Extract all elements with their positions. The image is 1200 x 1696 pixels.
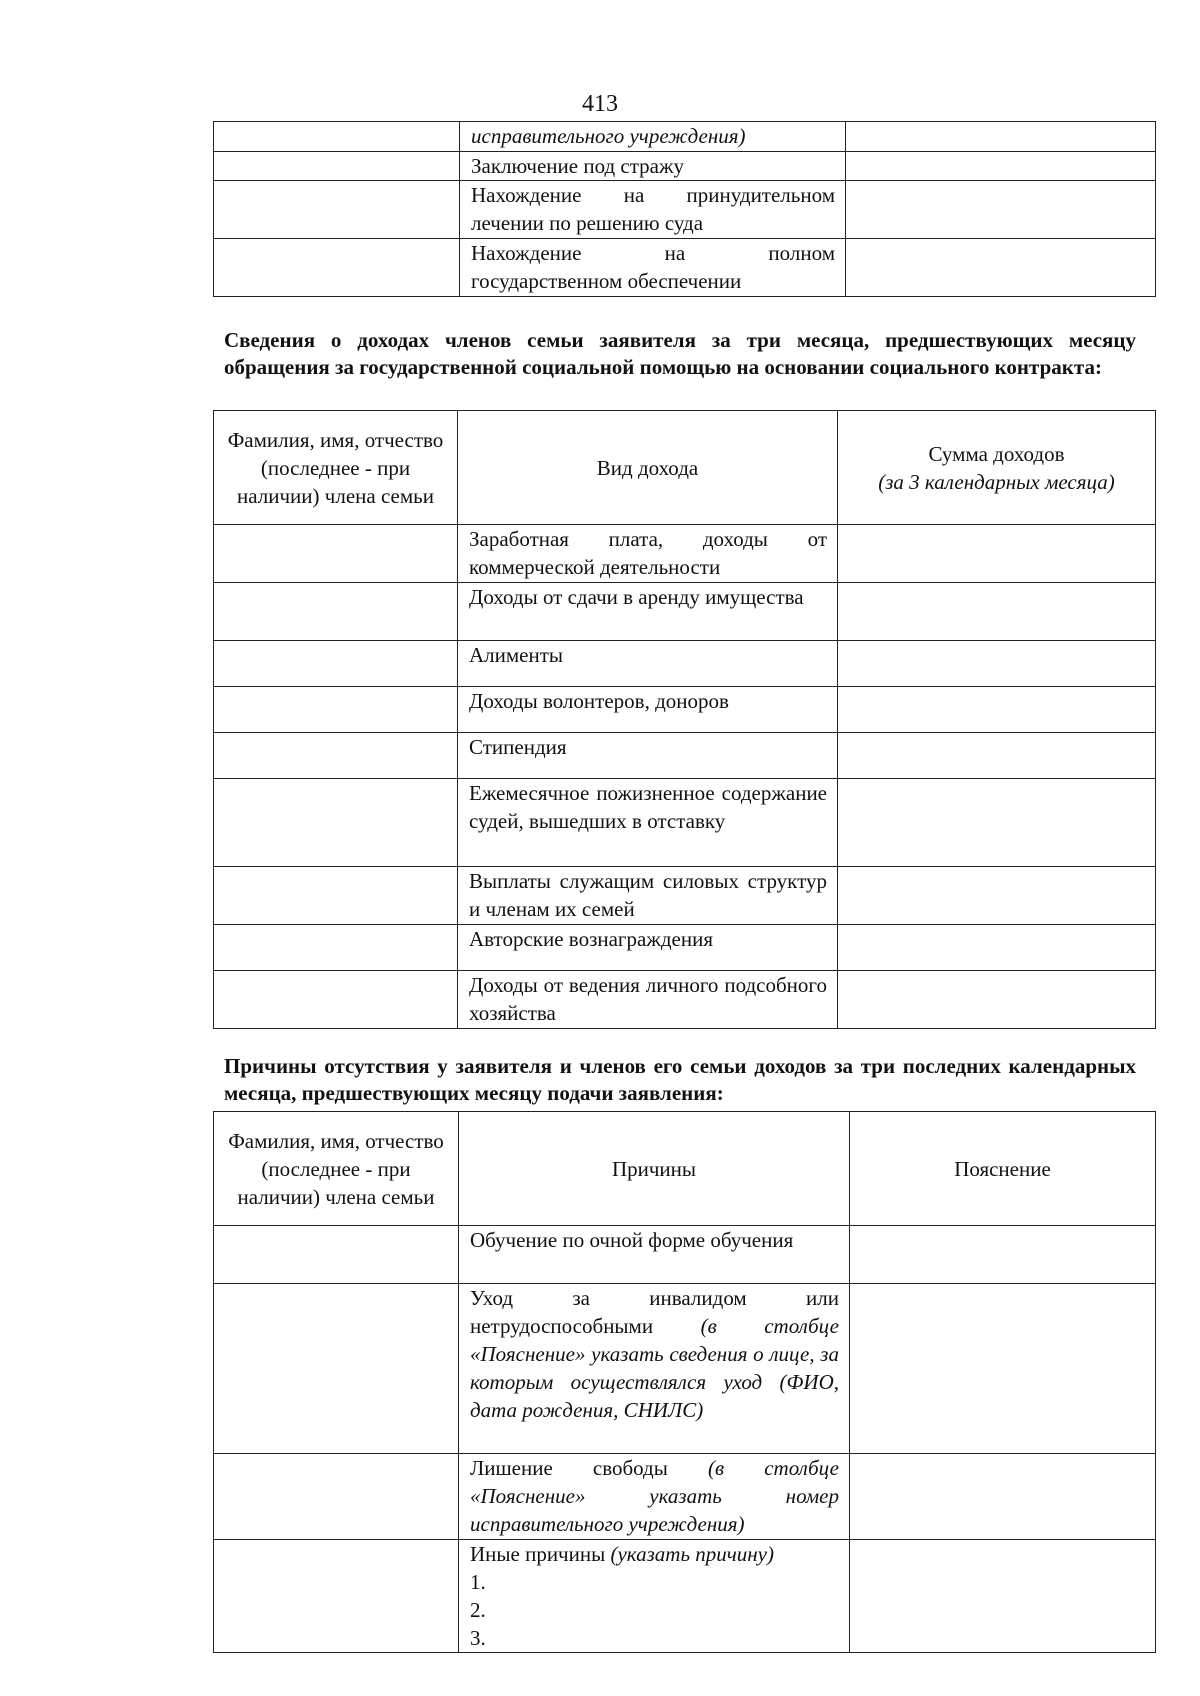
header-income-type: Вид дохода (458, 411, 838, 525)
cell-income-type: Доходы волонтеров, доноров (458, 687, 838, 733)
table-row (214, 152, 1156, 181)
table-row (214, 925, 1156, 971)
reason-note: (в столбце «Пояснение» указать сведения о лице, за которым осуществлялся уход (ФИО, дата рождения, СНИЛС) (470, 1314, 839, 1422)
cell-reason: Заключение под стражу (460, 152, 846, 181)
table-row (214, 687, 1156, 733)
header-income-sum (838, 411, 1156, 525)
cell-line: государственном обеспечении (471, 269, 742, 293)
table-header-row (214, 1112, 1156, 1226)
page-number: 413 (582, 91, 618, 117)
table-row (214, 239, 1156, 297)
header-member-name: Фамилия, имя, отчество (последнее - при наличии) члена семьи (214, 411, 458, 525)
list-item: 2. (470, 1598, 486, 1622)
cell-income-type: Заработная плата, доходы от коммерческой деятельности (458, 525, 838, 583)
cell-income-type: Авторские вознаграждения (458, 925, 838, 971)
table-row (214, 779, 1156, 867)
reason-note: (в столбце «Пояснение» указать номер исправительного учреждения) (470, 1456, 839, 1536)
cell-line: Нахождение на полном (471, 241, 835, 265)
reason-line (470, 1540, 839, 1568)
table-row (214, 1454, 1156, 1540)
cell-income-type: Доходы от ведения личного подсобного хозяйства (458, 971, 838, 1029)
table-header-row (214, 411, 1156, 525)
list-item: 1. (470, 1570, 486, 1594)
cell-reason (459, 1540, 850, 1653)
table-row (214, 583, 1156, 641)
cell-income-type: Доходы от сдачи в аренду имущества (458, 583, 838, 641)
cell-line: Нахождение на принудительном (471, 183, 835, 207)
cell-income-type: Алименты (458, 641, 838, 687)
table-income (213, 410, 1156, 1029)
header-sum-note: (за 3 календарных месяца) (878, 469, 1115, 494)
header-sum-title: Сумма доходов (928, 441, 1065, 466)
reason-text: Лишение свободы (470, 1456, 668, 1480)
cell-income-type: Стипендия (458, 733, 838, 779)
list-item: 3. (470, 1626, 486, 1650)
table-row (214, 525, 1156, 583)
reason-text: Уход за инвалидом или нетрудоспособными (470, 1286, 839, 1338)
table-continuation (213, 121, 1156, 297)
header-reasons: Причины (459, 1112, 850, 1226)
cell-income-type: Выплаты служащим силовых структур и членам их семей (458, 867, 838, 925)
table-row (214, 641, 1156, 687)
cell-reason (460, 181, 846, 239)
table-row (214, 867, 1156, 925)
cell-reason (459, 1454, 850, 1540)
cell-income-type: Ежемесячное пожизненное содержание судей, вышедших в отставку (458, 779, 838, 867)
table-row (214, 733, 1156, 779)
table-row (214, 122, 1156, 152)
reason-note: (указать причину) (610, 1542, 774, 1566)
table-row (214, 181, 1156, 239)
cell-reason (460, 239, 846, 297)
cell-reason: исправительного учреждения) (460, 122, 846, 152)
header-member-name: Фамилия, имя, отчество (последнее - при наличии) члена семьи (214, 1112, 459, 1226)
table-row (214, 1540, 1156, 1653)
cell-reason: Обучение по очной форме обучения (459, 1226, 850, 1284)
table-no-income-reasons (213, 1111, 1156, 1653)
table-row (214, 971, 1156, 1029)
table-row (214, 1284, 1156, 1454)
section-heading-income: Сведения о доходах членов семьи заявителя за три месяца, предшествующих месяцу обращения за государственной социальной помощью на основании социального контракта: (224, 328, 1136, 379)
cell-line: лечении по решению суда (471, 211, 704, 235)
cell-reason (459, 1284, 850, 1454)
header-explanation: Пояснение (850, 1112, 1156, 1226)
reason-text: Иные причины (470, 1542, 606, 1566)
section-heading-no-income: Причины отсутствия у заявителя и членов его семьи доходов за три последних календарных месяца, предшествующих месяцу подачи заявления: (224, 1054, 1136, 1105)
table-row (214, 1226, 1156, 1284)
